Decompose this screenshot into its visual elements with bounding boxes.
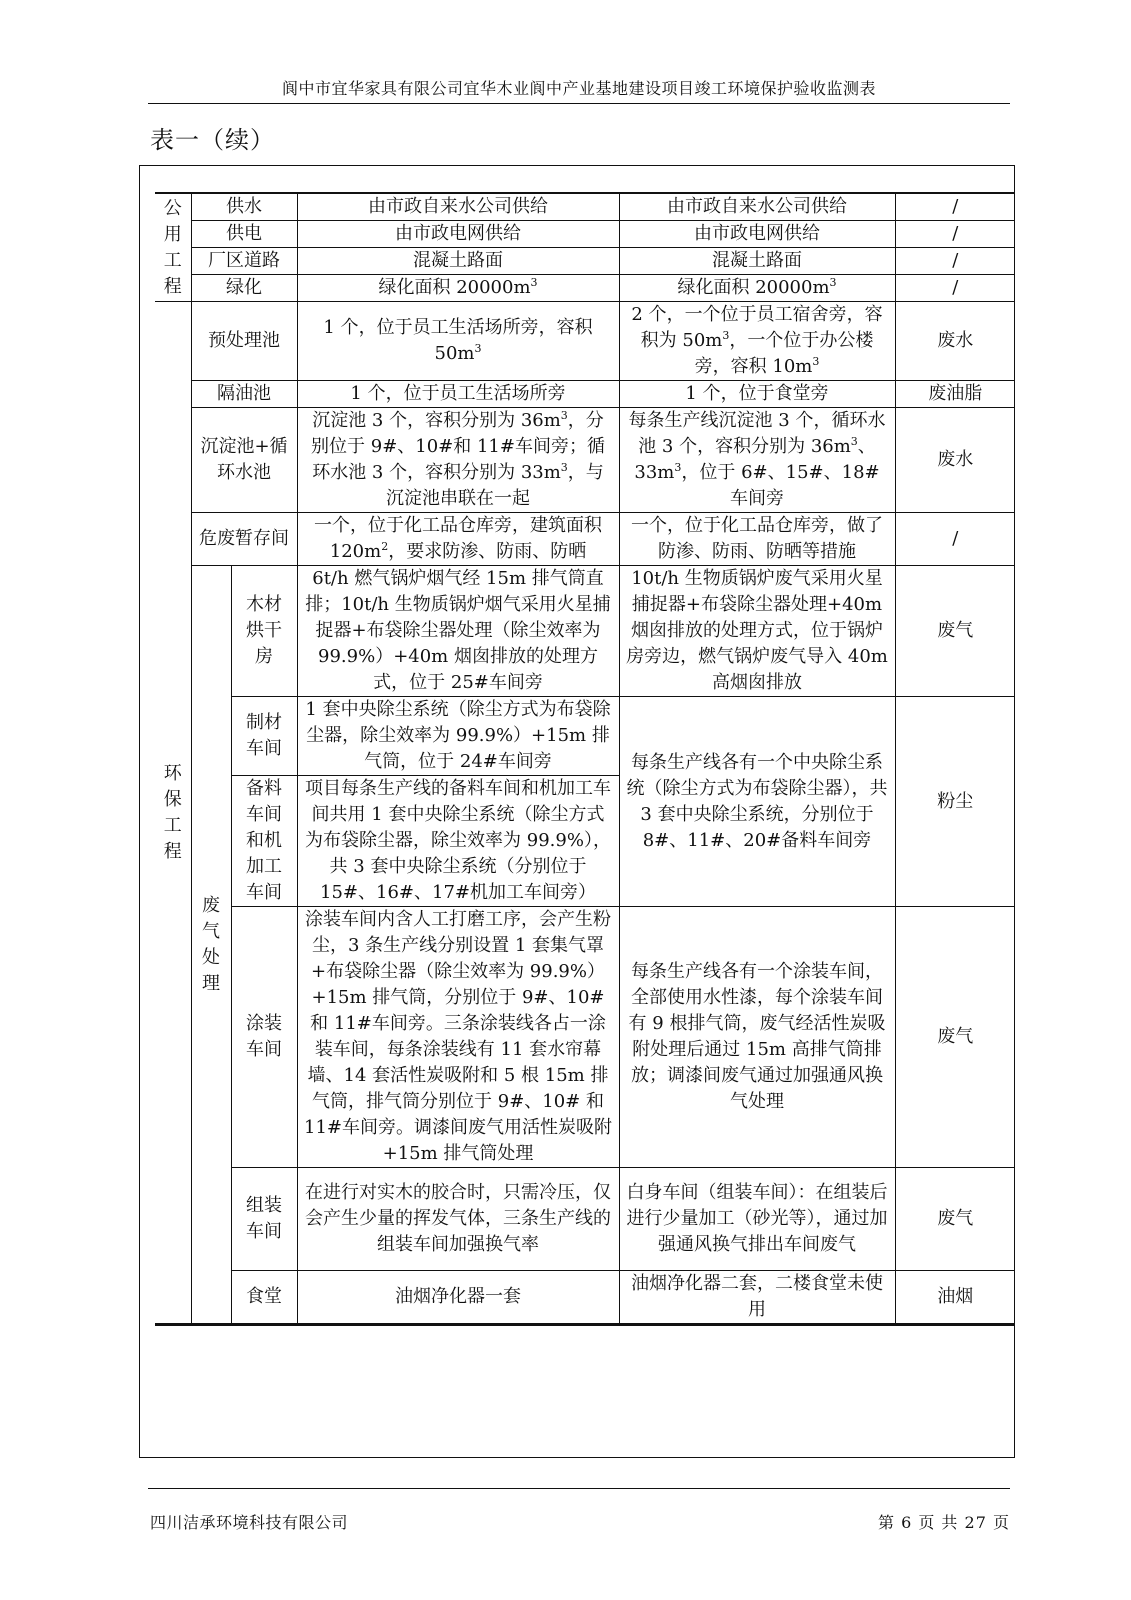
note-cell: / [895,221,1015,248]
header-rule [148,103,1010,104]
page-header: 阆中市宜华家具有限公司宜华木业阆中产业基地建设项目竣工环境保护验收监测表 [281,79,876,98]
eia-cell: 油烟净化器一套 [297,1271,619,1325]
table-row [155,697,1015,776]
actual-cell: 每条生产线沉淀池 3 个，循环水池 3 个，容积分别为 $36m^3$、$33m^3$，位于 6#、15#、18#车间旁 [619,408,895,513]
table-row [155,907,1015,1168]
actual-cell: 白身车间（组装车间）：在组装后进行少量加工（砂光等），通过加强通风换气排出车间废气 [619,1168,895,1271]
eia-cell: 1 个，位于员工生活场所旁，容积 $50m^3$ [297,302,619,381]
actual-cell: 一个，位于化工品仓库旁，做了防渗、防雨、防晒等措施 [619,513,895,566]
note-cell: 废气 [895,907,1015,1168]
item-cell: 沉淀池+循环水池 [191,408,297,513]
item-cell: 预处理池 [191,302,297,381]
eia-cell: 涂装车间内含人工打磨工序，会产生粉尘，3 条生产线分别设置 1 套集气罩+布袋除尘器（除尘效率为 99.9%）+15m 排气筒，分别位于 9#、10#和 11#车间旁。三条涂装线各占一涂装车间，每条涂装线有 11 套水帘幕墙、14 套活性炭吸附和 5 根 15m 排气筒，排气筒分别位于 9#、10# 和 11#车间旁。调漆间废气用活性炭吸附+15m 排气筒处理 [297,907,619,1168]
item-cell: 涂装 车间 [231,907,297,1168]
actual-cell: 1 个，位于食堂旁 [619,381,895,408]
eia-cell: 6t/h 燃气锅炉烟气经 15m 排气筒直排；10t/h 生物质锅炉烟气采用火星捕捉器+布袋除尘器处理（除尘效率为 99.9%）+40m 烟囱排放的处理方式，位于 25#车间旁 [297,566,619,697]
actual-cell: 每条生产线各有一个涂装车间，全部使用水性漆，每个涂装车间有 9 根排气筒，废气经活性炭吸附处理后通过 15m 高排气筒排放；调漆间废气通过加强通风换气处理 [619,907,895,1168]
table-row [155,275,1015,302]
note-cell: / [895,193,1015,221]
table-row [155,566,1015,697]
eia-cell: 由市政自来水公司供给 [297,193,619,221]
eia-cell: 由市政电网供给 [297,221,619,248]
current-page: 6 [901,1513,913,1532]
item-cell: 组装 车间 [231,1168,297,1271]
note-cell: 废水 [895,302,1015,381]
eia-cell: 沉淀池 3 个，容积分别为 $36m^3$，分别位于 9#、10#和 11#车间旁；循环水池 3 个，容积分别为 $33m^3$，与沉淀池串联在一起 [297,408,619,513]
table-row [155,248,1015,275]
group-exhaust-treatment: 废 气 处 理 [191,566,231,1325]
group-public-utilities: 公 用 工 程 [155,193,191,302]
eia-cell: 一个，位于化工品仓库旁，建筑面积 $120m^2$，要求防渗、防雨、防晒 [297,513,619,566]
eia-cell: 在进行对实木的胶合时，只需冷压，仅会产生少量的挥发气体，三条生产线的组装车间加强换气率 [297,1168,619,1271]
item-cell: 食堂 [231,1271,297,1325]
eia-cell: 1 个，位于员工生活场所旁 [297,381,619,408]
item-cell: 木材 烘干 房 [231,566,297,697]
note-cell: 废油脂 [895,381,1015,408]
page-number: 第 6 页 共 27 页 [877,1513,1010,1532]
item-cell: 供电 [191,221,297,248]
table-row [155,381,1015,408]
actual-cell: 混凝土路面 [619,248,895,275]
table-row [155,408,1015,513]
eia-cell: 混凝土路面 [297,248,619,275]
eia-cell: 绿化面积 $20000m^3$ [297,275,619,302]
actual-cell: 每条生产线各有一个中央除尘系统（除尘方式为布袋除尘器），共 3 套中央除尘系统，分别位于 8#、11#、20#备料车间旁 [619,697,895,907]
note-cell: 废水 [895,408,1015,513]
footer-rule [148,1488,1010,1489]
actual-cell: 2 个，一个位于员工宿舍旁，容积为 $50m^3$，一个位于办公楼旁，容积 $10m^3$ [619,302,895,381]
project-table [155,192,1015,1326]
total-pages: 27 [964,1513,987,1532]
note-cell: 油烟 [895,1271,1015,1325]
eia-cell: 项目每条生产线的备料车间和机加工车间共用 1 套中央除尘系统（除尘方式为布袋除尘器，除尘效率为 99.9%），共 3 套中央除尘系统（分别位于 15#、16#、17#机加工车间旁） [297,776,619,907]
actual-cell: 10t/h 生物质锅炉废气采用火星捕捉器+布袋除尘器处理+40m 烟囱排放的处理方式，位于锅炉房旁边，燃气锅炉废气导入 40m 高烟囱排放 [619,566,895,697]
table-row [155,193,1015,221]
note-cell: / [895,513,1015,566]
note-cell: 废气 [895,566,1015,697]
table-row [155,1271,1015,1325]
table-row [155,221,1015,248]
table-row [155,513,1015,566]
note-cell: / [895,248,1015,275]
actual-cell: 由市政自来水公司供给 [619,193,895,221]
group-environmental-works: 环 保 工 程 [155,302,191,1325]
item-cell: 厂区道路 [191,248,297,275]
section-title: 表一（续） [150,126,275,154]
item-cell: 危废暂存间 [191,513,297,566]
actual-cell: 由市政电网供给 [619,221,895,248]
actual-cell: 油烟净化器二套，二楼食堂未使用 [619,1271,895,1325]
item-cell: 备料 车间 和机 加工 车间 [231,776,297,907]
table-row [155,302,1015,381]
item-cell: 绿化 [191,275,297,302]
note-cell: 废气 [895,1168,1015,1271]
footer-company: 四川洁承环境科技有限公司 [150,1513,349,1532]
actual-cell: 绿化面积 $20000m^3$ [619,275,895,302]
note-cell: / [895,275,1015,302]
note-cell: 粉尘 [895,697,1015,907]
eia-cell: 1 套中央除尘系统（除尘方式为布袋除尘器，除尘效率为 99.9%）+15m 排气筒，位于 24#车间旁 [297,697,619,776]
item-cell: 供水 [191,193,297,221]
item-cell: 制材 车间 [231,697,297,776]
table-row [155,1168,1015,1271]
item-cell: 隔油池 [191,381,297,408]
